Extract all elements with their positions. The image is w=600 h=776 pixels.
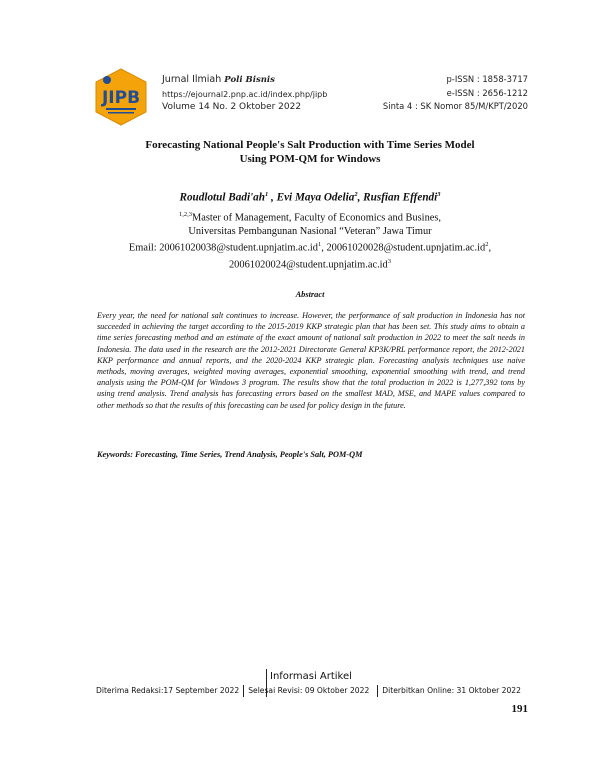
journal-url[interactable]: https://ejournal2.pnp.ac.id/index.php/jipb [162,89,328,99]
journal-title-italic: Poli Bisnis [224,75,275,85]
journal-header-left [162,73,327,115]
abstract-heading: Abstract [295,290,325,299]
author-1: Roudlotul Badi'ah [179,191,265,204]
keywords: Keywords: Forecasting, Time Series, Trend Analysis, People's Salt, POM-QM [97,450,363,459]
author-2: Evi Maya Odelia [276,191,355,204]
page-number: 191 [511,703,528,715]
published-date: Diterbitkan Online: 31 Oktober 2022 [382,686,521,695]
author-emails: Email: $20061020038@student.upnjatim.ac.id^1$, $20061020028@student.upnjatim.ac.id^2$, [128,240,492,254]
p-issn: p-ISSN : 1858-3717 [446,74,528,84]
paper-title: Forecasting National People's Salt Production with Time Series Model Using POM-QM for Windows [145,139,475,165]
author-3: Rusfian Effendi [363,191,438,204]
e-issn: e-ISSN : 2656-1212 [446,87,528,98]
sinta-accreditation: Sinta 4 : SK Nomor 85/M/KPT/2020 [382,101,528,111]
journal-header-right [383,73,528,114]
author-list: Roudlotul $Badi'ah^1$ , Evi Maya Odelia$^2$, Rusfian Effendi$^3$ [179,191,441,204]
logo-text: JIPB [101,88,141,108]
journal-volume: Volume 14 No. 2 Oktober 2022 [162,102,302,112]
article-info-title: Informasi Artikel [270,671,352,682]
revised-date: Selesai Revisi: 09 Oktober 2022 [248,686,370,695]
article-info-dates [96,685,521,697]
journal-logo [94,68,148,126]
abstract-text: Every year, the need for national salt continues to increase. However, the performance of salt production in Indonesia has not succeeded in achieving the target according to the 2015-2019 KKP strategic plan that has been set. This study aims to obtain a time series forecasting method and an estimate of the exact amount of national salt production in 2022 to meet the salt needs in Indonesia. The data used in the research are the 2012-2021 Directorate General KP3K/PRL performance report, the 2012-2021 KKP performance and annual reports, and the 2020-2024 KKP strategic plan. Forecasting analysis techniques use naive methods, moving averages, weighted moving averages, exponential smoothing, exponential smoothing with trend, and trend analysis using the POM-QM for Windows 3 program. The results show that the total production in 2022 is 1,277,392 tons by using trend analysis. Trend analysis has forecasting errors based on the smallest MAD, MSE, and MAPE values compared to other methods so that the results of this forecasting can be used for policy design in the future. [97,311,525,410]
affiliation: $^{1,2,3}$Master of Management, Faculty of Economics and Busines, Universitas Pembangunan Nasional “Veteran” Jawa Timur Email: $20061020038@student.upnjatim.ac.id^1$, $20061020028@student.upnjatim.ac.id^2$, $20061020024@student.upnjatim.ac.id^3$ [60,208,560,271]
received-date: Diterima Redaksi:17 September 2022 [96,686,240,695]
journal-title: Jurnal Ilmiah Poli Bisnis [162,74,275,85]
